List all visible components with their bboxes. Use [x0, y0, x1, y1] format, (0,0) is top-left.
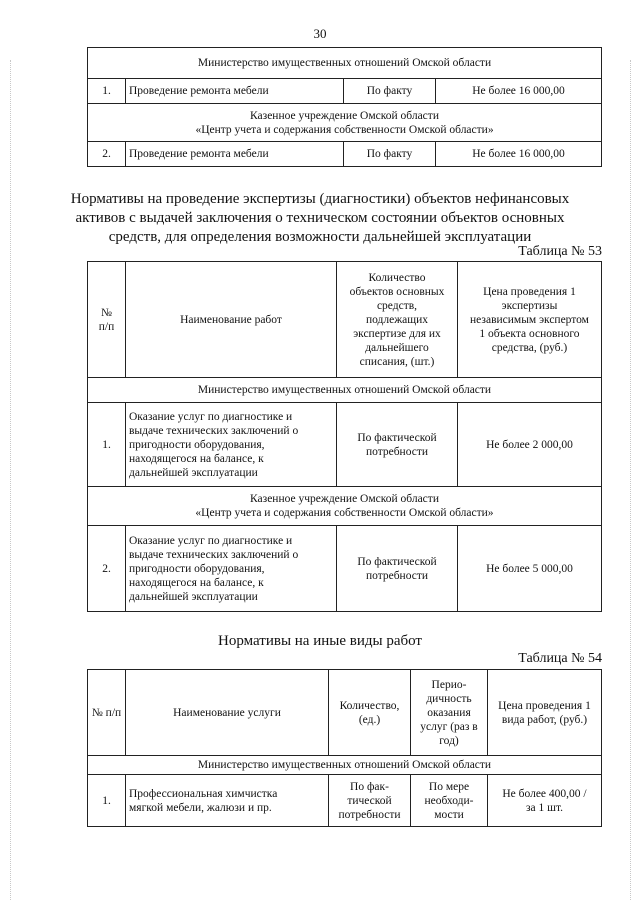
- row-quantity: По факту: [344, 142, 436, 167]
- row-price: Не более 5 000,00: [458, 526, 602, 612]
- header-number: [88, 262, 126, 378]
- row-number: 2.: [88, 142, 126, 167]
- cell-line: Не более 400,00 /: [502, 787, 587, 800]
- row-price: Не более 16 000,00: [436, 142, 602, 167]
- cell-line: Оказание услуг по диагностике и: [129, 534, 293, 547]
- cell-line: тической: [347, 794, 392, 807]
- cell-line: По мере: [428, 780, 470, 793]
- org-row-institution: [88, 487, 602, 526]
- cell-line: Профессиональная химчистка: [129, 787, 278, 800]
- row-number: 1.: [88, 775, 126, 827]
- row-name: [126, 526, 337, 612]
- row-price: [488, 775, 602, 827]
- header-line: списания, (шт.): [359, 355, 435, 368]
- header-line: дичность: [426, 692, 472, 705]
- org-row-ministry: Министерство имущественных отношений Омской области: [88, 756, 602, 775]
- org-line: «Центр учета и содержания собственности Омской области»: [195, 507, 494, 519]
- row-periodicity: [411, 775, 488, 827]
- cell-line: пригодности оборудования,: [129, 438, 265, 451]
- cell-line: дальнейшей эксплуатации: [129, 590, 258, 603]
- row-quantity: [329, 775, 411, 827]
- cell-line: По фак-: [350, 780, 389, 793]
- row-number: 1.: [88, 403, 126, 487]
- row-number: 2.: [88, 526, 126, 612]
- row-number: 1.: [88, 79, 126, 104]
- org-row-institution: [88, 104, 602, 142]
- row-quantity: [337, 526, 458, 612]
- section-53-title: [0, 190, 640, 247]
- table-header-row: [88, 262, 602, 378]
- cell-line: По фактической: [357, 431, 437, 444]
- org-line: «Центр учета и содержания собственности Омской области»: [195, 123, 494, 136]
- header-line: средства, (руб.): [491, 341, 568, 354]
- header-line: Количество: [368, 271, 426, 284]
- title-line: средств, для определения возможности дальнейшей эксплуатации: [108, 229, 532, 245]
- header-price: [488, 670, 602, 756]
- table-53-caption: Таблица № 53: [518, 244, 602, 259]
- cell-line: Оказание услуг по диагностике и: [129, 410, 293, 423]
- table-row: [88, 403, 602, 487]
- title-line: Нормативы на проведение экспертизы (диагностики) объектов нефинансовых: [70, 191, 570, 207]
- org-row-ministry: Министерство имущественных отношений Омской области: [88, 48, 602, 79]
- header-line: п/п: [98, 320, 115, 333]
- row-quantity: По факту: [344, 79, 436, 104]
- row-name: [126, 775, 329, 827]
- table-row: [88, 526, 602, 612]
- header-line: Цена проведения 1: [498, 699, 591, 712]
- header-line: (ед.): [358, 713, 381, 726]
- section-54-title: Нормативы на иные виды работ: [218, 633, 422, 649]
- org-row-ministry: Министерство имущественных отношений Омской области: [88, 378, 602, 403]
- table-row: [88, 142, 602, 167]
- cell-line: По фактической: [357, 555, 437, 568]
- row-price: Не более 2 000,00: [458, 403, 602, 487]
- header-periodicity: [411, 670, 488, 756]
- cell-line: находящегося на балансе, к: [129, 576, 264, 589]
- header-number: № п/п: [88, 670, 126, 756]
- left-margin-dots: [10, 60, 11, 900]
- header-name: Наименование работ: [126, 262, 337, 378]
- header-line: №: [101, 306, 112, 319]
- header-line: год): [439, 734, 459, 747]
- cell-line: мости: [434, 808, 464, 821]
- cell-line: потребности: [338, 808, 401, 821]
- row-name: [126, 403, 337, 487]
- right-margin-dots: [630, 60, 631, 900]
- header-line: объектов основных: [349, 285, 445, 298]
- cell-line: выдаче технических заключений о: [129, 548, 299, 561]
- table-54-caption: Таблица № 54: [518, 651, 602, 666]
- cell-line: потребности: [365, 445, 429, 458]
- cell-line: мягкой мебели, жалюзи и пр.: [129, 801, 272, 814]
- header-price: [458, 262, 602, 378]
- cell-line: за 1 шт.: [525, 801, 564, 814]
- header-line: экспертизы: [501, 299, 558, 312]
- header-line: дальнейшего: [365, 341, 429, 354]
- row-name: Проведение ремонта мебели: [126, 79, 344, 104]
- header-line: средств,: [376, 299, 418, 312]
- page-number: 30: [313, 26, 327, 41]
- header-line: Количество,: [339, 699, 400, 712]
- org-line: Казенное учреждение Омской области: [250, 109, 439, 122]
- header-line: независимым экспертом: [470, 313, 589, 326]
- cell-line: находящегося на балансе, к: [129, 452, 264, 465]
- table-row: [88, 775, 602, 827]
- header-line: Цена проведения 1: [483, 285, 576, 298]
- header-line: оказания: [427, 706, 471, 719]
- header-name: Наименование услуги: [126, 670, 329, 756]
- header-line: подлежащих: [365, 313, 429, 326]
- header-quantity: [337, 262, 458, 378]
- cell-line: дальнейшей эксплуатации: [129, 466, 258, 479]
- table-continued: [87, 47, 602, 167]
- header-line: услуг (раз в: [420, 720, 478, 733]
- cell-line: пригодности оборудования,: [129, 562, 265, 575]
- cell-line: необходи-: [424, 794, 474, 807]
- org-line: Казенное учреждение Омской области: [250, 493, 439, 505]
- table-54: [87, 669, 602, 827]
- header-quantity: [329, 670, 411, 756]
- table-header-row: [88, 670, 602, 756]
- row-quantity: [337, 403, 458, 487]
- row-price: Не более 16 000,00: [436, 79, 602, 104]
- table-row: [88, 79, 602, 104]
- table-53: [87, 261, 602, 612]
- title-line: активов с выдачей заключения о техническом состоянии объектов основных: [75, 210, 565, 226]
- header-line: экспертизе для их: [353, 327, 441, 340]
- header-line: вида работ, (руб.): [501, 713, 588, 726]
- header-line: Перио-: [431, 678, 467, 691]
- cell-line: потребности: [365, 569, 429, 582]
- row-name: Проведение ремонта мебели: [126, 142, 344, 167]
- header-line: 1 объекта основного: [479, 327, 580, 340]
- cell-line: выдаче технических заключений о: [129, 424, 299, 437]
